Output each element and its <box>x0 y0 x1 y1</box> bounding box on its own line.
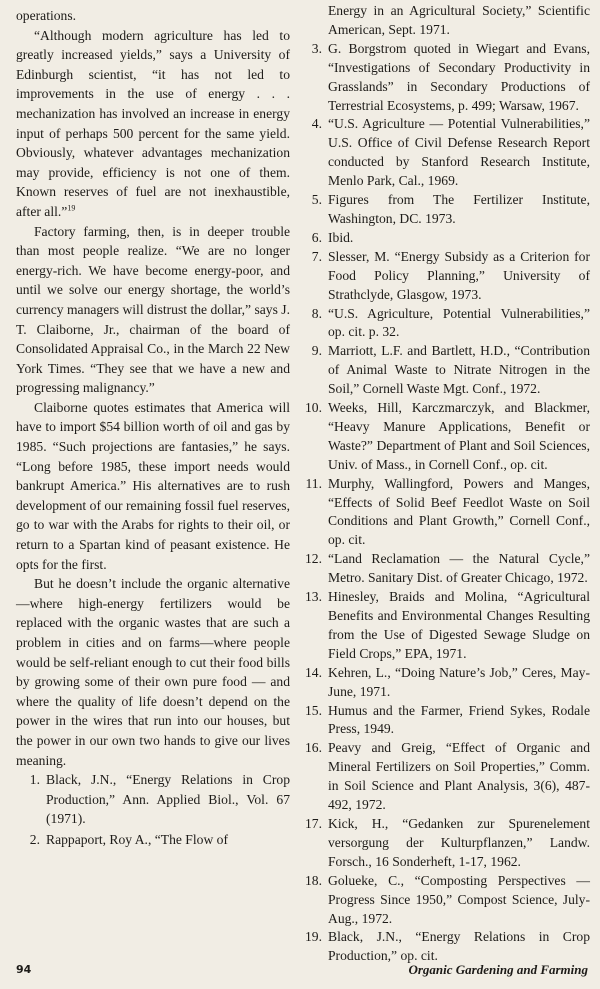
reference-number: 8. <box>311 305 322 321</box>
reference-item <box>298 664 590 702</box>
reference-item <box>16 770 290 829</box>
paragraph: But he doesn’t include the organic alternative—where high-energy fertilizers would be replaced with the organic wastes that are such a problem in cities and on farms—where people would be self-reliant enough to cut their food bills by growing some of their own pure food — and where the quality of life doesn’t depend on the power in the wires that run into our houses, but the power in our own two hands to give our lives meaning. <box>16 576 290 768</box>
reference-text: Golueke, C., “Composting Perspectives — Progress Since 1950,” Compost Science, July-Aug., 1972. <box>328 872 590 926</box>
reference-text: Slesser, M. “Energy Subsidy as a Criterion for Food Policy Planning,” University of Strathclyde, Glasgow, 1973. <box>328 248 590 302</box>
reference-text: Black, J.N., “Energy Relations in Crop Production,” op. cit. <box>328 929 590 964</box>
reference-number: 3. <box>311 40 322 56</box>
page-number: 94 <box>16 963 32 976</box>
reference-item <box>298 588 590 664</box>
reference-text: Hinesley, Braids and Molina, “Agricultural Benefits and Environmental Changes Resulting from the Use of Digested Sewage Sludge on Field Crops,” EPA, 1971. <box>328 589 590 661</box>
reference-number: 1. <box>29 772 40 788</box>
reference-number: 9. <box>311 343 322 359</box>
paragraph: Claiborne quotes estimates that America will have to import $54 billion worth of oil and gas by 1985. “Such projections are fantasies,” he says. “Long before 1985, these import needs would bankrupt America.” His alternatives are to rush development of our remaining fossil fuel reserves, go to war with the Arabs for rights to their oil, or return to a Spartan kind of peasant existence. He opts for the first. <box>16 399 290 572</box>
reference-number: 19. <box>305 929 322 945</box>
reference-number: 10. <box>305 400 322 416</box>
reference-number: 2. <box>29 831 40 847</box>
reference-number: 13. <box>305 589 322 605</box>
reference-item <box>298 550 590 588</box>
reference-text: Marriott, L.F. and Bartlett, H.D., “Contribution of Animal Waste to Nitrate Nitrogen in the Soil,” Cornell Waste Mgt. Conf., 1972. <box>328 343 590 397</box>
reference-number: 6. <box>311 229 322 245</box>
reference-item <box>298 399 590 475</box>
paragraph: Factory farming, then, is in deeper trouble than most people realize. “We are no longer energy-rich. We have become energy-poor, and until we solve our energy shortage, the world’s currency managers will distrust the dollar,” says J. T. Claiborne, Jr., chairman of the board of Consolidated Appraisal Co., in the March 22 New York Times. “They see that we have a new and progressing malignancy.” <box>16 223 290 396</box>
reference-item <box>298 815 590 872</box>
reference-item <box>298 115 590 191</box>
reference-text: “U.S. Agriculture, Potential Vulnerabilities,” op. cit. p. 32. <box>328 305 590 340</box>
reference-text: Kick, H., “Gedanken zur Spurenelement versorgung der Kulturpflanzen,” Landw. Forsch., 16 Sonderheft, 1-17, 1962. <box>328 815 590 869</box>
reference-text: “Land Reclamation — the Natural Cycle,” Metro. Sanitary Dist. of Greater Chicago, 1972. <box>328 551 590 586</box>
reference-number: 16. <box>305 740 322 756</box>
reference-item <box>298 342 590 399</box>
reference-item <box>298 928 590 966</box>
reference-list-left <box>16 770 290 849</box>
footnote-marker: 19 <box>67 203 76 213</box>
reference-item <box>298 872 590 929</box>
reference-continuation: Energy in an Agricultural Society,” Scientific American, Sept. 1971. <box>328 3 590 37</box>
reference-text: Kehren, L., “Doing Nature’s Job,” Ceres, May-June, 1971. <box>328 664 590 699</box>
reference-item <box>298 702 590 740</box>
reference-number: 5. <box>311 192 322 208</box>
reference-text: “U.S. Agriculture — Potential Vulnerabilities,” U.S. Office of Civil Defense Research Report conducted by Stanford Research Institute, Menlo Park, Cal., 1969. <box>328 116 590 189</box>
reference-text: Humus and the Farmer, Friend Sykes, Rodale Press, 1949. <box>328 702 590 737</box>
reference-item <box>298 191 590 229</box>
reference-item <box>298 305 590 343</box>
reference-text: Ibid. <box>328 229 354 245</box>
reference-text: Murphy, Wallingford, Powers and Manges, “Effects of Solid Beef Feedlot Waste on Soil Conditions and Plant Growth,” Cornell Conf., op. cit. <box>328 475 590 548</box>
paragraph-text: “Although modern agriculture has led to greatly increased yields,” says a University of Edinburgh scientist, “it has not led to improvements in the use of energy . . . mechanization has involved an increase in energy input of perhaps 500 percent for the same yield. Obviously, whatever advantages mechanization may provide, efficiency is not one of them. Known reserves of fuel are not inexhaustible, after all.” <box>16 27 290 219</box>
reference-text: Weeks, Hill, Karczmarczyk, and Blackmer, “Heavy Manure Applications, Benefit or Waste?” Department of Plant and Soil Sciences, Univ. of Mass., in Cornell Conf., op. cit. <box>328 400 590 472</box>
reference-number: 15. <box>305 702 322 718</box>
reference-item <box>298 739 590 815</box>
reference-number: 12. <box>305 551 322 567</box>
references-column <box>298 2 590 966</box>
reference-number: 4. <box>311 116 322 132</box>
reference-number: 18. <box>305 872 322 888</box>
article-column <box>16 6 290 851</box>
reference-number: 11. <box>305 475 322 491</box>
reference-number: 7. <box>311 248 322 264</box>
reference-text: Black, J.N., “Energy Relations in Crop Production,” Ann. Applied Biol., Vol. 67 (1971). <box>46 772 290 827</box>
reference-text: Peavy and Greig, “Effect of Organic and Mineral Fertilizers on Soil Properties,” Comm. in Soil Science and Plant Analysis, 3(6), 487-492, 1972. <box>328 740 590 813</box>
reference-text: Figures from The Fertilizer Institute, Washington, DC. 1973. <box>328 192 590 226</box>
reference-item <box>16 830 290 850</box>
reference-list-right <box>298 40 590 966</box>
reference-item <box>298 229 590 248</box>
magazine-title: Organic Gardening and Farming <box>408 962 588 977</box>
reference-number: 14. <box>305 664 322 680</box>
reference-item <box>298 475 590 551</box>
paragraph <box>16 26 290 222</box>
paragraph: operations. <box>16 8 77 23</box>
reference-item <box>298 248 590 305</box>
reference-text: Rappaport, Roy A., “The Flow of <box>46 831 228 847</box>
reference-item <box>298 40 590 116</box>
reference-number: 17. <box>305 815 322 831</box>
reference-text: G. Borgstrom quoted in Wiegart and Evans, “Investigations of Secondary Productivity in Grasslands” in Secondary Productions of Terrestrial Ecosystems, p. 499; Warsaw, 1967. <box>328 40 590 113</box>
